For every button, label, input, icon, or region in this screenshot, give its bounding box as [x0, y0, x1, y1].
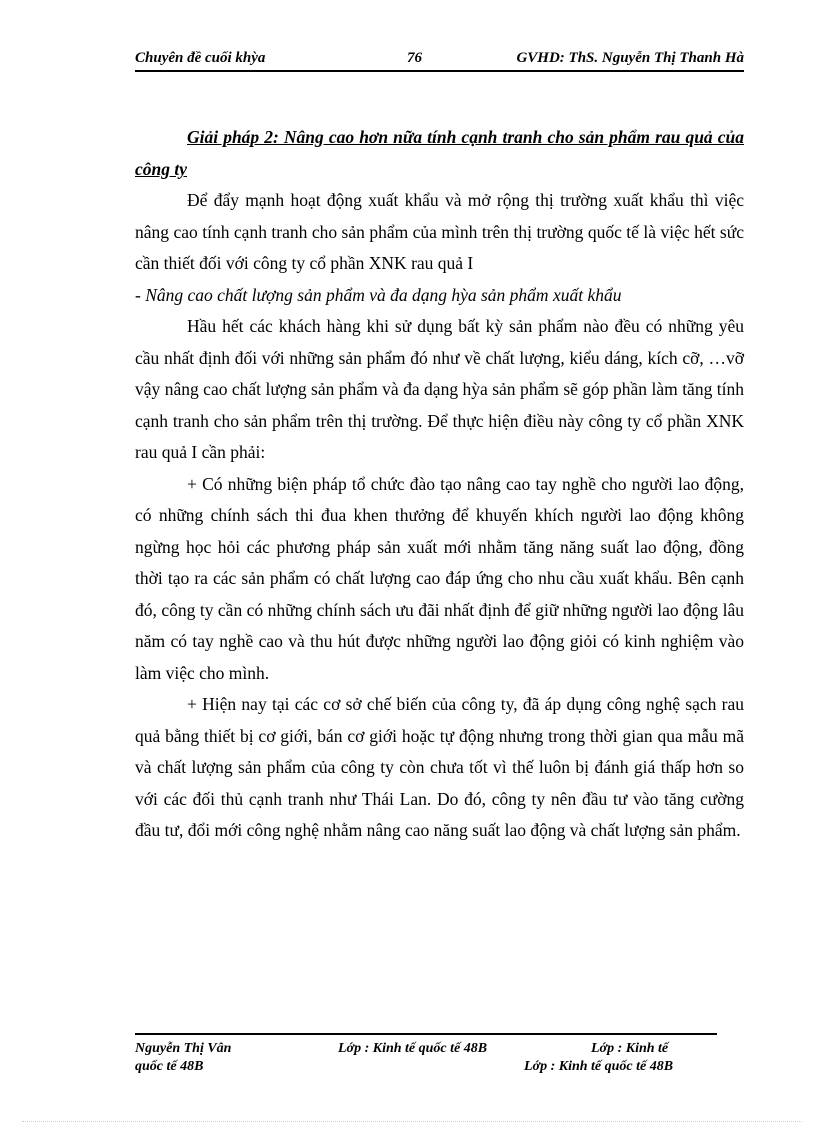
footer-wrap-text: quốc tế 48B	[135, 1059, 204, 1074]
footer-divider	[135, 1033, 717, 1035]
page-header	[135, 46, 744, 72]
section-heading: Giải pháp 2: Nâng cao hơn nữa tính cạnh tranh cho sản phẩm rau quả của công ty	[135, 127, 744, 179]
footer-class: Lớp : Kinh tế quốc tế 48B	[338, 1041, 488, 1056]
paragraph-training: + Có những biện pháp tổ chức đào tạo nâng cao tay nghề cho người lao động, có những chính sách thi đua khen thưởng để khuyến khích người lao động không ngừng học hỏi các phương pháp sản xuất mới nhằm tăng năng suất lao động, đồng thời tạo ra các sản phẩm có chất lượng cao đáp ứng cho nhu cầu xuất khẩu. Bên cạnh đó, công ty cần có những chính sách ưu đãi nhất định để giữ những người lao động lâu năm có tay nghề cao và thu hút được những người lao động giỏi có kinh nghiệm vào làm việc cho mình.	[135, 473, 744, 683]
page-number: 76	[407, 50, 422, 66]
footer-author: Nguyễn Thị Vân	[135, 1041, 232, 1056]
paragraph-intro: Để đẩy mạnh hoạt động xuất khẩu và mở rộng thị trường xuất khẩu thì việc nâng cao tính cạnh tranh cho sản phẩm của mình trên thị trường quốc tế là việc hết sức cần thiết đối với công ty cổ phần XNK rau quả I	[135, 190, 744, 273]
subheading-quality: - Nâng cao chất lượng sản phẩm và đa dạng hỳa sản phẩm xuất khẩu	[135, 284, 622, 305]
header-title: Chuyên đề cuối khỳa	[135, 50, 266, 66]
document-body	[135, 121, 744, 847]
footer-class-repeat: Lớp : Kinh tế quốc tế 48B	[524, 1059, 674, 1074]
footer-class-part: Lớp : Kinh tế	[591, 1041, 669, 1056]
paragraph-technology: + Hiện nay tại các cơ sở chế biến của công ty, đã áp dụng công nghệ sạch rau quả bằng thiết bị cơ giới, bán cơ giới hoặc tự động nhưng trong thời gian qua mẫu mã và chất lượng sản phẩm của công ty còn chưa tốt vì thế luôn bị đánh giá thấp hơn so với các đối thủ cạnh tranh như Thái Lan. Do đó, công ty nên đầu tư vào tăng cường đầu tư, đổi mới công nghệ nhằm nâng cao năng suất lao động và chất lượng sản phẩm.	[135, 694, 744, 840]
paragraph-customers: Hầu hết các khách hàng khi sử dụng bất kỳ sản phẩm nào đều có những yêu cầu nhất định đối với những sản phẩm đó như về chất lượng, kiểu dáng, kích cỡ, …vỡ vậy nâng cao chất lượng sản phẩm và đa dạng hỳa sản phẩm sẽ góp phần làm tăng tính cạnh tranh cho sản phẩm trên thị trường. Để thực hiện điều này công ty cổ phần XNK rau quả I cần phải:	[135, 316, 744, 462]
header-advisor: GVHD: ThS. Nguyễn Thị Thanh Hà	[516, 50, 744, 66]
page-edge-dotted-line	[22, 1121, 802, 1122]
